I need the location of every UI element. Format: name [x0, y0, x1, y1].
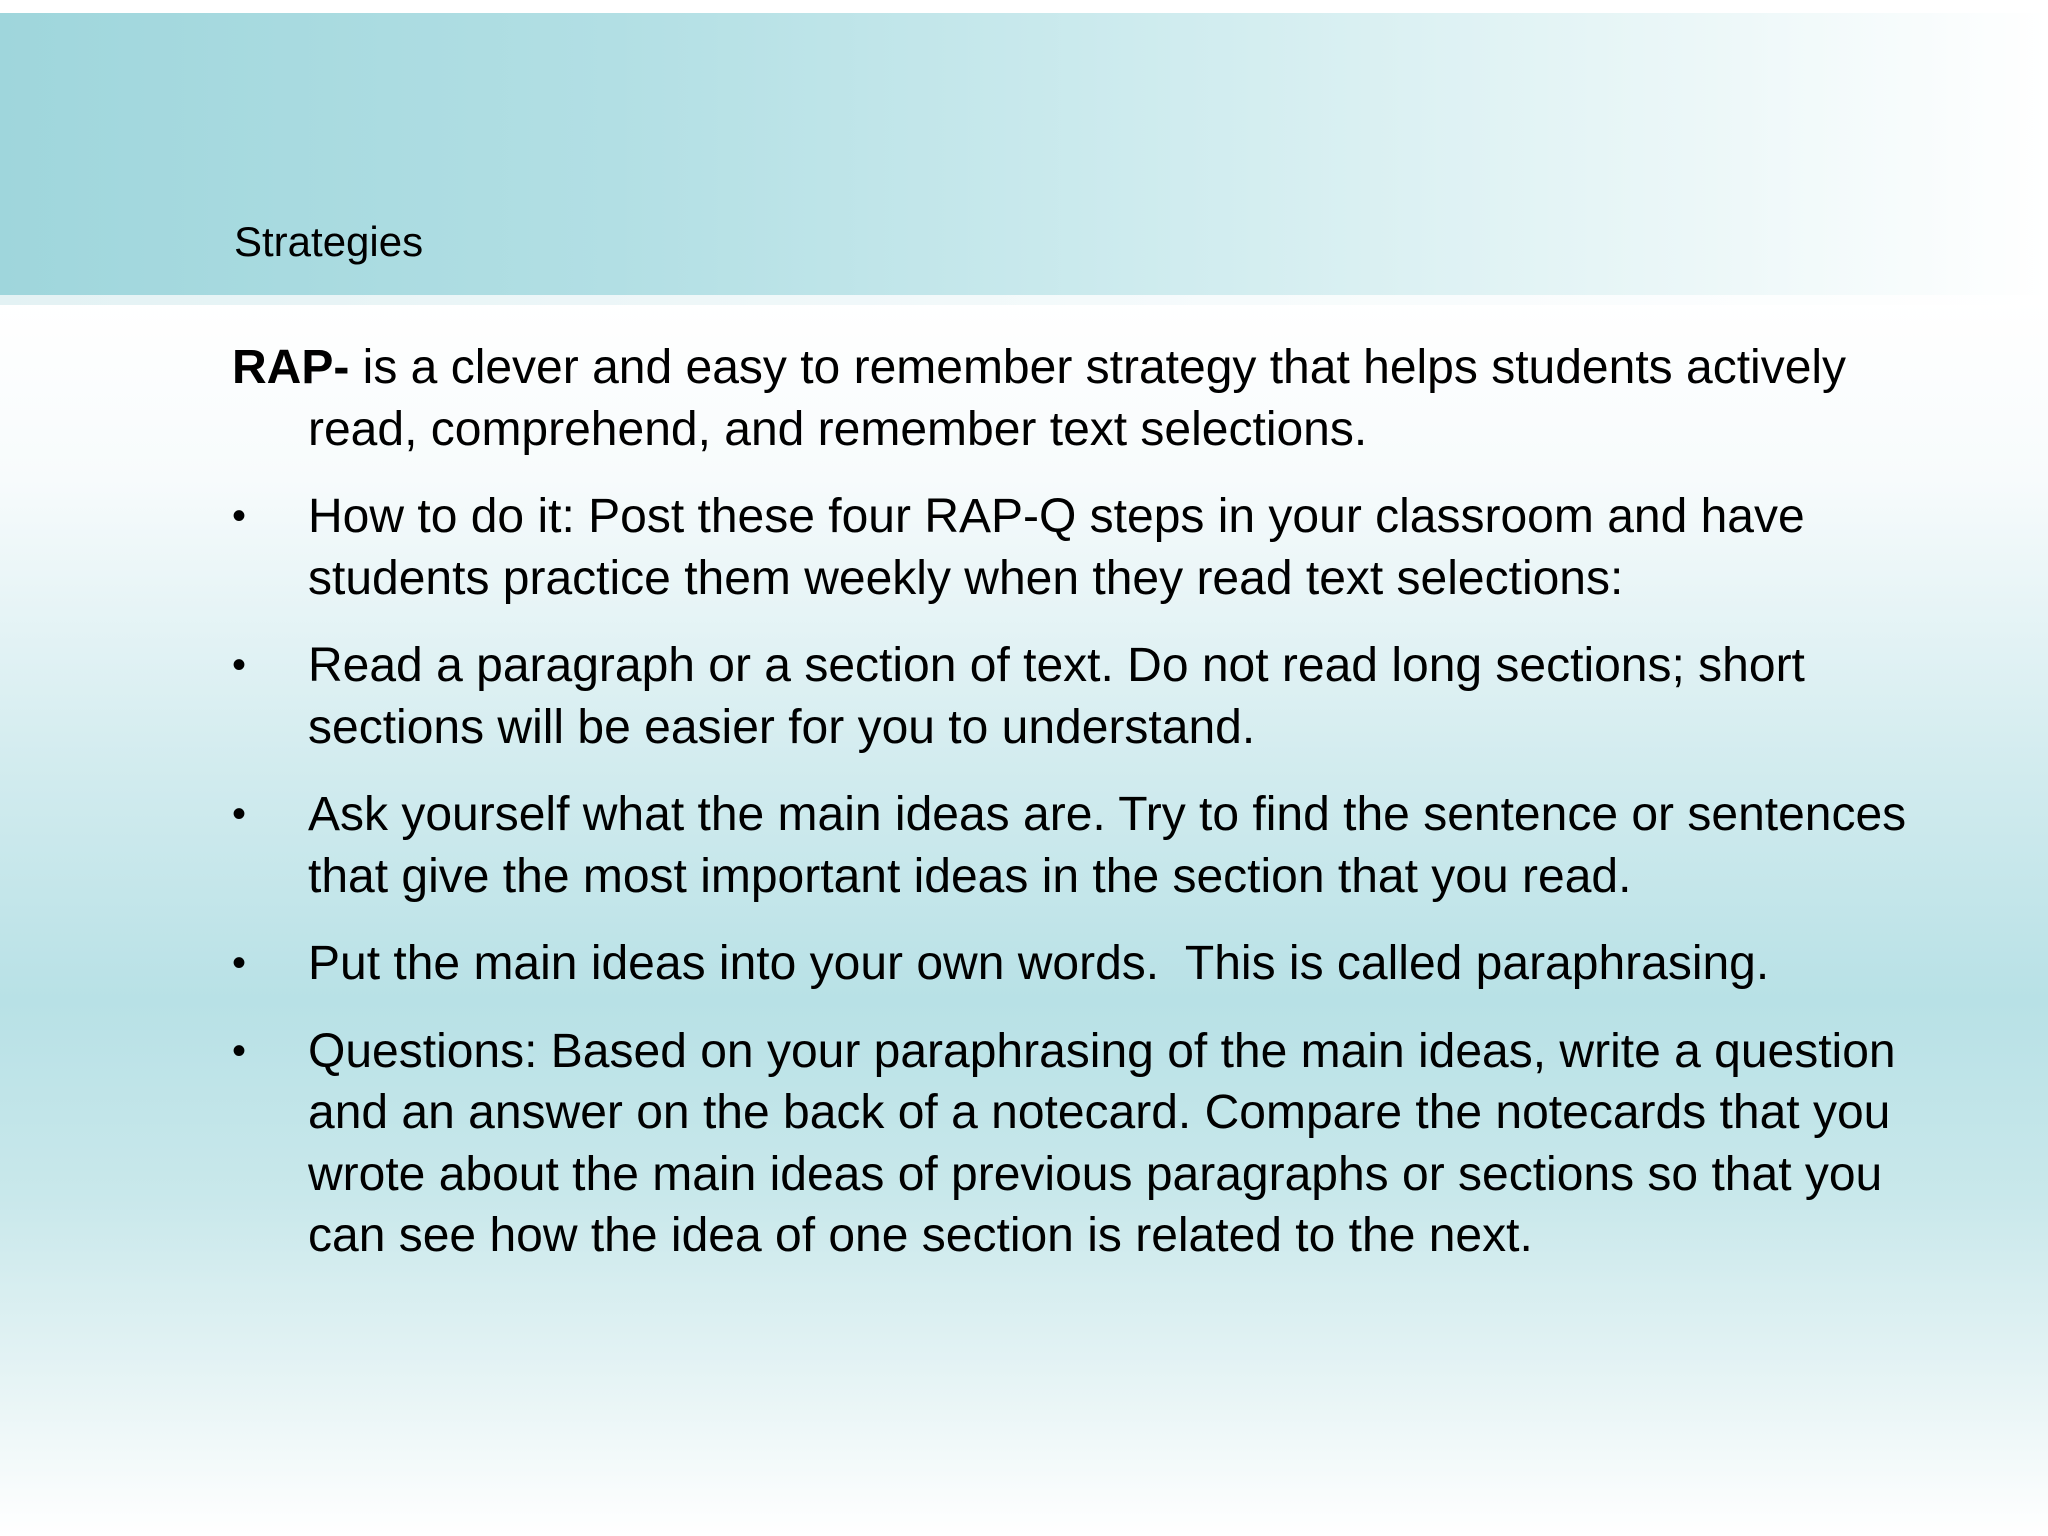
- bullet-item: [232, 486, 1932, 609]
- bullet-dot-icon: •: [232, 1028, 247, 1073]
- bullet-dot-icon: •: [232, 792, 247, 836]
- bullet-item: [232, 784, 1932, 907]
- intro-text: is a clever and easy to remember strategy that helps students actively read, comprehend, and remember text selections.: [308, 341, 1847, 456]
- bullet-dot-icon: •: [232, 643, 247, 687]
- bullet-item: [232, 1021, 1932, 1267]
- slide-content: [232, 337, 1932, 1293]
- intro-term: RAP-: [232, 341, 350, 394]
- intro-paragraph: [232, 337, 1932, 460]
- bullet-text: Questions: Based on your paraphrasing of the main ideas, write a question and an answer on the back of a notecard. Compare the notecards that you wrote about the main ideas of previous paragraphs or sections so that you can see how the idea of one section is related to the next.: [308, 1024, 1896, 1262]
- bullet-text: Read a paragraph or a section of text. Do not read long sections; short sections will be easier for you to understand.: [308, 639, 1805, 754]
- bullet-text: Put the main ideas into your own words. This is called paraphrasing.: [308, 937, 1770, 990]
- slide-title: Strategies: [234, 218, 424, 265]
- bullet-dot-icon: •: [232, 494, 247, 538]
- bullet-dot-icon: •: [232, 941, 247, 985]
- bullet-list: [232, 486, 1932, 1267]
- bullet-item: [232, 933, 1932, 995]
- bullet-item: [232, 635, 1932, 758]
- bullet-text: How to do it: Post these four RAP-Q steps in your classroom and have students practice them weekly when they read text selections:: [308, 490, 1805, 605]
- slide-top-strip: [0, 0, 2048, 13]
- bullet-text: Ask yourself what the main ideas are. Try to find the sentence or sentences that give the most important ideas in the section that you read.: [308, 788, 1907, 903]
